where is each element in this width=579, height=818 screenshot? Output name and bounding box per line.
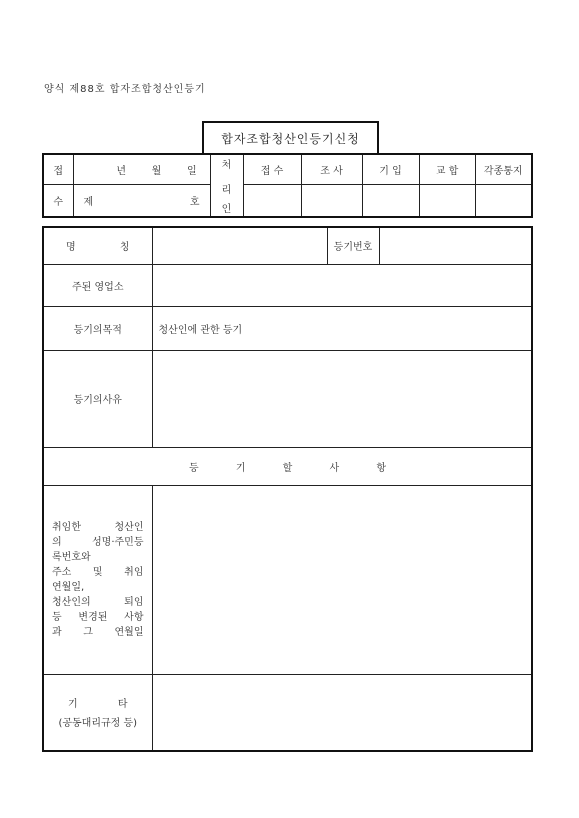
liquidator-label-word: 연월일 xyxy=(114,626,144,638)
liquidator-label-line xyxy=(52,625,144,640)
liquidator-label-word: 록번호와 xyxy=(52,551,91,563)
processing-label: 처 리 인 xyxy=(210,154,243,217)
liquidator-label-word: 청산인 xyxy=(114,521,144,533)
liquidator-label-line xyxy=(52,565,144,580)
matters-header: 등 기 할 사 항 xyxy=(43,447,532,485)
reception-label-bottom: 수 xyxy=(43,184,73,217)
liquidator-label-line xyxy=(52,595,144,610)
col-entry: 기 입 xyxy=(362,154,419,184)
other-label: 기 타 (공동대리규정 등) xyxy=(43,674,152,751)
registration-number-label: 등기번호 xyxy=(327,227,379,264)
liquidator-label-word: 성명·주민등 xyxy=(92,536,144,548)
form-number-label: 양식 제88호 합자조합청산인등기 xyxy=(44,84,206,95)
liquidator-label-word: 및 xyxy=(92,566,103,578)
col-reception: 접 수 xyxy=(243,154,301,184)
liquidator-matters-field[interactable] xyxy=(152,485,532,674)
liquidator-label-word: 변경된 xyxy=(78,611,108,623)
liquidator-label-word: 취임 xyxy=(124,566,144,578)
liquidator-label-word: 사항 xyxy=(124,611,144,623)
liquidator-label-line xyxy=(52,535,144,550)
purpose-label: 등기의목적 xyxy=(43,306,152,350)
other-field[interactable] xyxy=(152,674,532,751)
liquidator-label-line xyxy=(52,550,144,565)
liquidator-label-line xyxy=(52,580,144,595)
reception-label-top: 접 xyxy=(43,154,73,184)
name-label: 명 칭 xyxy=(43,227,152,264)
number-suffix: 호 xyxy=(189,196,200,208)
liquidator-matters-label xyxy=(43,485,152,674)
col-notices: 각종통지 xyxy=(475,154,532,184)
liquidator-label-word: 그 xyxy=(83,626,93,638)
purpose-field[interactable]: 청산인에 관한 등기 xyxy=(152,306,532,350)
liquidator-label-word: 연월일, xyxy=(52,581,85,593)
reception-table xyxy=(42,153,533,218)
date-cell[interactable] xyxy=(73,154,210,184)
application-table xyxy=(42,226,533,752)
liquidator-label-line xyxy=(52,610,144,625)
investigation-sign-box[interactable] xyxy=(301,184,362,217)
year-label: 년 xyxy=(116,165,126,177)
entry-sign-box[interactable] xyxy=(362,184,419,217)
cause-label: 등기의사유 xyxy=(43,350,152,447)
reception-sign-box[interactable] xyxy=(243,184,301,217)
number-cell[interactable] xyxy=(73,184,210,217)
name-field[interactable] xyxy=(152,227,327,264)
main-office-label: 주된 영업소 xyxy=(43,264,152,306)
liquidator-label-word: 등 xyxy=(52,611,62,623)
form-title: 합자조합청산인등기신청 xyxy=(202,121,379,153)
liquidator-label-word: 과 xyxy=(52,626,62,638)
col-collation: 교 합 xyxy=(419,154,475,184)
liquidator-label-word: 청산인의 xyxy=(52,596,91,608)
liquidator-label-line xyxy=(52,520,144,535)
liquidator-label-word: 주소 xyxy=(52,566,72,578)
collation-sign-box[interactable] xyxy=(419,184,475,217)
number-prefix: 제 xyxy=(83,196,94,208)
liquidator-label-word: 취임한 xyxy=(52,521,81,533)
col-investigation: 조 사 xyxy=(301,154,362,184)
registration-number-field[interactable] xyxy=(379,227,532,264)
month-label: 월 xyxy=(151,165,162,177)
cause-field[interactable] xyxy=(152,350,532,447)
notices-sign-box[interactable] xyxy=(475,184,532,217)
day-label: 일 xyxy=(186,165,197,177)
liquidator-label-word: 의 xyxy=(52,536,62,548)
liquidator-label-word: 퇴임 xyxy=(124,596,144,608)
main-office-field[interactable] xyxy=(152,264,532,306)
